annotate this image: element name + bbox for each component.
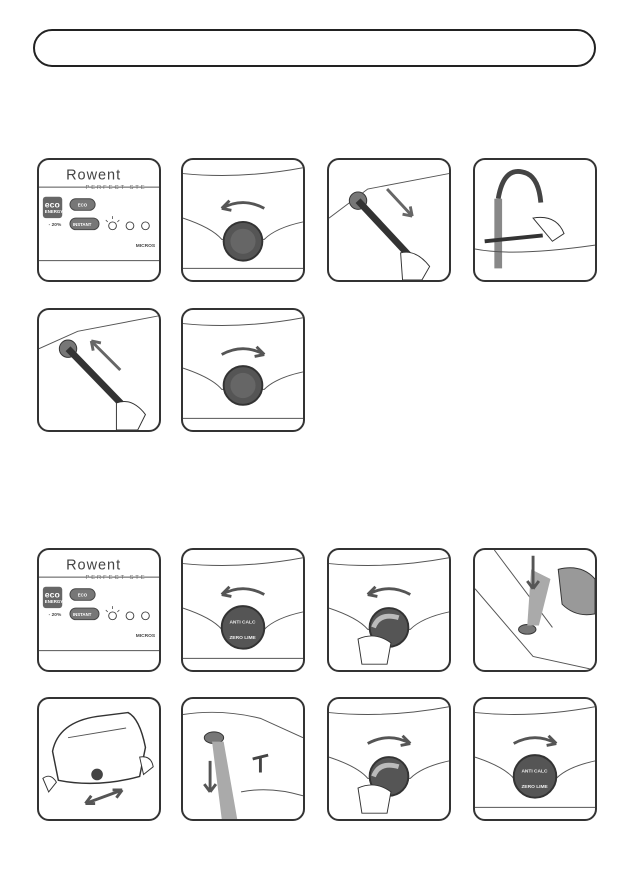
cap-text-line2: ZERO LIME — [521, 785, 548, 791]
tap-icon — [253, 755, 268, 772]
step-refit-cap — [327, 697, 451, 821]
step-anticalc-close — [473, 697, 597, 821]
micro-label: MICROS — [135, 634, 156, 640]
hand-icon — [43, 776, 57, 792]
eco-note: - 20% — [48, 612, 62, 618]
eco-sub-label: ENERGY — [44, 209, 64, 215]
control-panel-illustration — [39, 550, 159, 670]
step-shake — [37, 697, 161, 821]
step-control-panel-1 — [37, 158, 161, 282]
rod-illustration — [329, 160, 449, 280]
hand-icon — [358, 785, 391, 813]
anticalc-cap-illustration — [183, 550, 303, 670]
step-remove-cap — [327, 548, 451, 672]
eco-button-label: ECO — [77, 202, 88, 208]
led-icon — [142, 222, 150, 230]
drain-illustration — [183, 699, 303, 819]
rod-icon — [485, 235, 543, 241]
opening-icon — [519, 625, 536, 635]
straight-arrow-icon — [91, 341, 120, 370]
step-pour-water — [473, 548, 597, 672]
eco-label: eco — [44, 589, 60, 600]
remove-cap-illustration — [329, 550, 449, 670]
section-title-frame — [33, 29, 596, 67]
rod-insert-illustration — [39, 310, 159, 430]
micro-label: MICROS — [135, 244, 156, 250]
instant-button-label: INSTANT — [72, 611, 92, 617]
straight-arrow-icon — [387, 189, 412, 216]
tap-icon — [498, 171, 541, 202]
shake-illustration — [39, 699, 159, 819]
instant-button-label: INSTANT — [72, 221, 92, 227]
water-stream — [494, 199, 502, 269]
cap-text-line1: ANTI CALC — [521, 769, 548, 775]
led-icon — [126, 612, 134, 620]
led-icon — [109, 222, 117, 230]
led-icon — [109, 612, 117, 620]
cap-illustration — [183, 310, 303, 430]
water-stream — [212, 742, 237, 819]
eco-button-label: ECO — [77, 592, 88, 598]
rod-icon — [358, 201, 410, 257]
step-turn-cap-open — [181, 158, 305, 282]
jug-icon — [558, 568, 595, 615]
pour-water-illustration — [475, 550, 595, 670]
water-stream — [527, 569, 550, 625]
brand-logo: Rowent — [66, 557, 122, 574]
control-panel-illustration — [39, 160, 159, 280]
eco-label: eco — [44, 199, 60, 210]
hand-icon — [140, 757, 154, 775]
anticalc-cap-illustration — [475, 699, 595, 819]
step-control-panel-2 — [37, 548, 161, 672]
brand-logo: Rowent — [66, 167, 122, 184]
cap-text-line1: ANTI CALC — [229, 620, 256, 626]
led-icon — [126, 222, 134, 230]
cap-text-line2: ZERO LIME — [229, 636, 256, 642]
eco-sub-label: ENERGY — [44, 599, 64, 605]
step-drain-water — [181, 697, 305, 821]
refit-cap-illustration — [329, 699, 449, 819]
hand-icon — [401, 252, 430, 280]
step-anticalc-open — [181, 548, 305, 672]
tap-illustration — [475, 160, 595, 280]
step-insert-rod — [37, 308, 161, 432]
anticalc-cap-icon — [514, 755, 557, 798]
hand-icon — [358, 636, 391, 664]
model-label: PERFECT STE — [85, 575, 147, 582]
model-label: PERFECT STE — [85, 185, 147, 192]
eco-note: - 20% — [48, 222, 62, 228]
anticalc-cap-icon — [222, 606, 265, 649]
rod-icon — [68, 349, 124, 407]
hand-icon — [116, 401, 145, 430]
led-icon — [142, 612, 150, 620]
cap-icon — [91, 769, 103, 781]
step-pull-rod — [327, 158, 451, 282]
step-rinse-rod — [473, 158, 597, 282]
step-turn-cap-close — [181, 308, 305, 432]
cap-illustration — [183, 160, 303, 280]
